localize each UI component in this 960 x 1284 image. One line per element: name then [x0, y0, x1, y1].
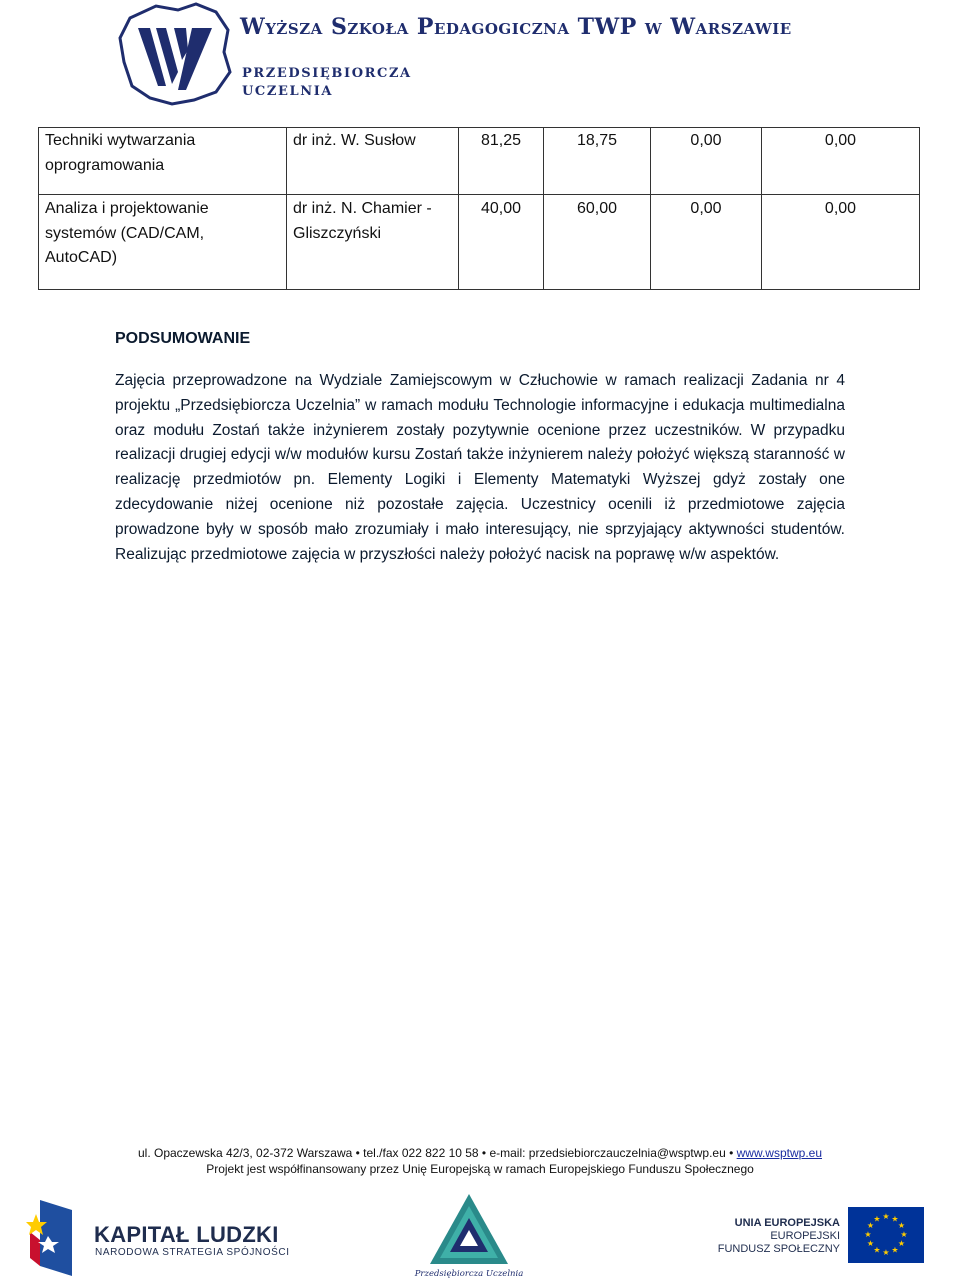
- value-cell: 40,00: [459, 195, 544, 290]
- eu-flag-icon: [848, 1207, 924, 1263]
- course-evaluation-table: [38, 127, 920, 290]
- course-name-line: systemów (CAD/CAM,: [45, 224, 205, 242]
- value-cell: 81,25: [459, 128, 544, 195]
- kapital-ludzki-subtitle: NARODOWA STRATEGIA SPÓJNOŚCI: [95, 1247, 290, 1258]
- course-name-line: AutoCAD): [45, 249, 118, 266]
- footer-contact: [0, 1146, 960, 1160]
- eu-label-line: FUNDUSZ SPOŁECZNY: [717, 1243, 840, 1255]
- value-cell: 18,75: [544, 128, 651, 195]
- teacher-line: dr inż. N. Chamier -: [293, 200, 432, 217]
- table-row: [39, 195, 920, 290]
- pu-logo-caption: Przedsiębiorcza Uczelnia: [414, 1269, 524, 1279]
- value-cell: 0,00: [762, 128, 920, 195]
- university-name: Wyższa Szkoła Pedagogiczna TWP w Warszawie: [240, 14, 792, 40]
- course-name-line: oprogramowania: [45, 156, 165, 174]
- footer-funding-note: Projekt jest współfinansowany przez Unię Europejską w ramach Europejskiego Funduszu Społecznego: [206, 1162, 754, 1176]
- svg-text:★: ★: [900, 1230, 908, 1239]
- svg-text:★: ★: [891, 1245, 899, 1255]
- summary-paragraph: Zajęcia przeprowadzone na Wydziale Zamiejscowym w Człuchowie w ramach realizacji Zadania nr 4 projektu „Przedsiębiorcza Uczelnia” w ramach modułu Technologie informacyjne i edukacja multimedialna oraz modułu Zostań także inżynierem zostały pozytywnie ocenione przez uczestników. W przypadku realizacji drugiej edycji w/w modułów kursu Zostań także inżynierem należy położyć większą staranność w realizację przedmiotów pn. Elementy Logiki i Elementy Matematyki Wyższej gdyż zostały one zdecydowanie niżej ocenione niż pozostałe zajęcia. Uczestnicy ocenili iż przedmiotowe zajęcia prowadzone były w sposób mało zrozumiały i mało interesujący, nie sprzyjający aktywności studentów. Realizując przedmiotowe zajęcia w przyszłości należy położyć nacisk na poprawę w/w aspektów.: [115, 372, 845, 563]
- course-name-line: Techniki wytwarzania: [45, 132, 196, 149]
- svg-text:★: ★: [866, 1239, 875, 1248]
- eu-label-line: EUROPEJSKI: [770, 1230, 840, 1242]
- svg-text:★: ★: [897, 1221, 906, 1230]
- svg-text:★: ★: [873, 1245, 881, 1255]
- svg-text:★: ★: [864, 1230, 872, 1239]
- university-logo: [116, 0, 234, 108]
- value-cell: 0,00: [762, 195, 920, 290]
- eu-label-line: UNIA EUROPEJSKA: [734, 1217, 840, 1229]
- table-row: [39, 128, 920, 195]
- svg-text:★: ★: [897, 1239, 906, 1248]
- svg-text:★: ★: [882, 1248, 890, 1257]
- footer-address: ul. Opaczewska 42/3, 02-372 Warszawa • tel./fax 022 822 10 58 • e-mail: przedsiebiorczauczelnia@wsptwp.eu •: [137, 1146, 734, 1160]
- kapital-ludzki-title: KAPITAŁ LUDZKI: [94, 1222, 279, 1247]
- course-name-cell: [39, 128, 287, 195]
- value-cell: 60,00: [544, 195, 651, 290]
- svg-text:★: ★: [891, 1214, 899, 1224]
- value-cell: 0,00: [651, 128, 762, 195]
- teacher-cell: [287, 128, 459, 195]
- footer-website-link[interactable]: www.wsptwp.eu: [736, 1146, 823, 1160]
- eu-label: [700, 1217, 840, 1256]
- teacher-line: Gliszczyński: [293, 224, 382, 242]
- program-name-line2: UCZELNIA: [242, 84, 334, 99]
- svg-text:★: ★: [882, 1212, 890, 1221]
- svg-text:★: ★: [873, 1214, 881, 1224]
- przedsiebiorcza-uczelnia-logo: [414, 1192, 524, 1279]
- summary-heading: PODSUMOWANIE: [115, 330, 251, 347]
- kapital-ludzki-logo: [26, 1196, 76, 1278]
- svg-text:★: ★: [866, 1221, 875, 1230]
- teacher-line: dr inż. W. Susłow: [293, 132, 416, 149]
- course-name-line: Analiza i projektowanie: [45, 200, 209, 217]
- teacher-cell: [287, 195, 459, 290]
- value-cell: 0,00: [651, 195, 762, 290]
- course-name-cell: [39, 195, 287, 290]
- program-name-line1: PRZEDSIĘBIORCZA: [242, 66, 412, 81]
